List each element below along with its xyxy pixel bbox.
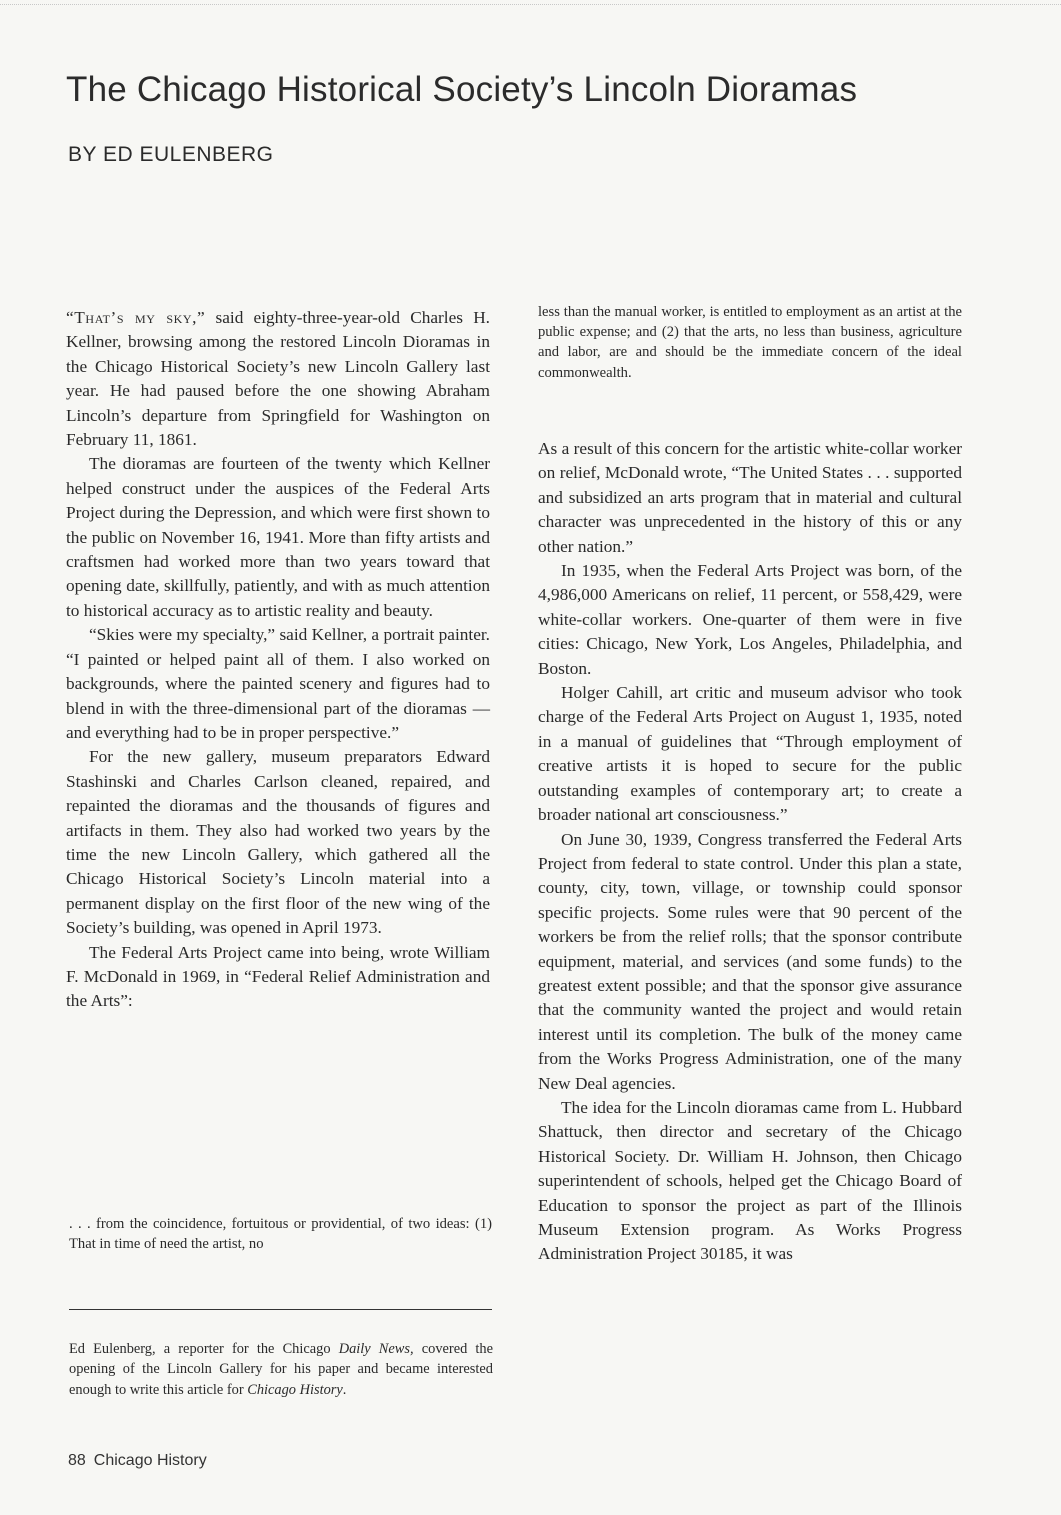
- footnote-divider: [69, 1309, 492, 1310]
- block-quote-part-2: [538, 302, 962, 383]
- page-folio: [68, 1452, 215, 1470]
- block-quote-text-2: less than the manual worker, is entitled to employment as an artist at the public expense; and (2) that the arts, no less than business, agriculture and labor, are and should be the immediate concern of the ideal commonwealth.: [538, 304, 962, 381]
- footnote-part-3: .: [342, 1381, 347, 1398]
- article-title: The Chicago Historical Society’s Lincoln Dioramas: [66, 70, 858, 109]
- right-paragraph-5: The idea for the Lincoln dioramas came from L. Hubbard Shattuck, then director and secretary of the Chicago Historical Society. Dr. William H. Johnson, then Chicago superintendent of schools, helped get the Chicago Board of Education to sponsor the project as part of the Illinois Museum Extension program. As Works Progress Administration Project 30185, it was: [538, 1097, 962, 1264]
- right-paragraph-3: Holger Cahill, art critic and museum advisor who took charge of the Federal Arts Project on August 1, 1935, noted in a manual of guidelines that “Through employment of creative artists it is hoped to secure for the public outstanding examples of contemporary art; to create a broader national art consciousness.”: [538, 683, 962, 825]
- footnote-part-2: covered the opening of the Lincoln Gallery for his paper and became interested enough to write this article for: [69, 1341, 493, 1398]
- block-quote-text-1: . . . from the coincidence, fortuitous or providential, of two ideas: (1) That in time of need the artist, no: [69, 1216, 492, 1253]
- paragraph-5: The Federal Arts Project came into being, wrote William F. McDonald in 1969, in “Federal Relief Administration and the Arts”:: [66, 942, 490, 1011]
- footnote-text: [69, 1339, 493, 1400]
- lead-in-smallcaps: “That’s my sky,”: [66, 308, 206, 327]
- footnote-part-1: Ed Eulenberg, a reporter for the Chicago: [69, 1341, 339, 1357]
- paragraph-1: [66, 306, 490, 452]
- paragraph-1-text: said eighty-three-year-old Charles H. Kellner, browsing among the restored Lincoln Dioramas in the Chicago Historical Society’s new Lincoln Gallery last year. He had paused before the one showing Abraham Lincoln’s departure from Springfield for Washington on February 11, 1861.: [66, 308, 490, 450]
- paragraph-2: The dioramas are fourteen of the twenty which Kellner helped construct under the auspices of the Federal Arts Project during the Depression, and which were first shown to the public on November 16, 1941. More than fifty artists and craftsmen had worked more than two years toward that opening date, skillfully, patiently, and with as much attention to historical accuracy as to artistic reality and beauty.: [66, 454, 490, 620]
- right-paragraph-4: On June 30, 1939, Congress transferred the Federal Arts Project from federal to state control. Under this plan a state, county, city, town, village, or township could sponsor specific projects. Some rules were that 90 percent of the workers be from the relief rolls; that the sponsor contribute equipment, material, and services (and some funds) to the greatest extent possible; and that the sponsor give assurance that the community wanted the project and would retain interest until its completion. The bulk of the money came from the Works Progress Administration, one of the many New Deal agencies.: [538, 829, 962, 1093]
- right-paragraph-2: In 1935, when the Federal Arts Project was born, of the 4,986,000 Americans on relief, 11 percent, or 558,429, were white-collar workers. One-quarter of them were in five cities: Chicago, New York, Los Angeles, Philadelphia, and Boston.: [538, 561, 962, 678]
- left-column: [66, 306, 490, 1014]
- footnote-magazine-name: Chicago History: [247, 1381, 343, 1398]
- right-paragraph-1: As a result of this concern for the artistic white-collar worker on relief, McDonald wrote, “The United States . . . supported and subsidized an arts program that in material and cultural character was unprecedented in the history of this or any other nation.”: [538, 439, 962, 556]
- paragraph-3: “Skies were my specialty,” said Kellner, a portrait painter. “I painted or helped paint all of them. I also worked on backgrounds, where the painted scenery and figures had to blend in with the three-dimensional part of the dioramas —and everything had to be in proper perspective.”: [66, 625, 490, 742]
- page-number: 88: [68, 1452, 86, 1469]
- article-byline: BY ED EULENBERG: [68, 143, 274, 166]
- paragraph-4: For the new gallery, museum preparators Edward Stashinski and Charles Carlson cleaned, repaired, and repainted the dioramas and the thousands of figures and artifacts in them. They also had worked two years by the time the new Lincoln Gallery, which gathered all the Chicago Historical Society’s Lincoln material into a permanent display on the first floor of the new wing of the Society’s building, was opened in April 1973.: [66, 747, 490, 938]
- publication-name: Chicago History: [93, 1452, 207, 1469]
- author-footnote: [69, 1339, 493, 1400]
- page-edge-line: [0, 4, 1061, 5]
- block-quote-part-1: [69, 1214, 492, 1254]
- footnote-paper-name: Daily News,: [338, 1341, 414, 1357]
- right-column: [538, 437, 962, 1267]
